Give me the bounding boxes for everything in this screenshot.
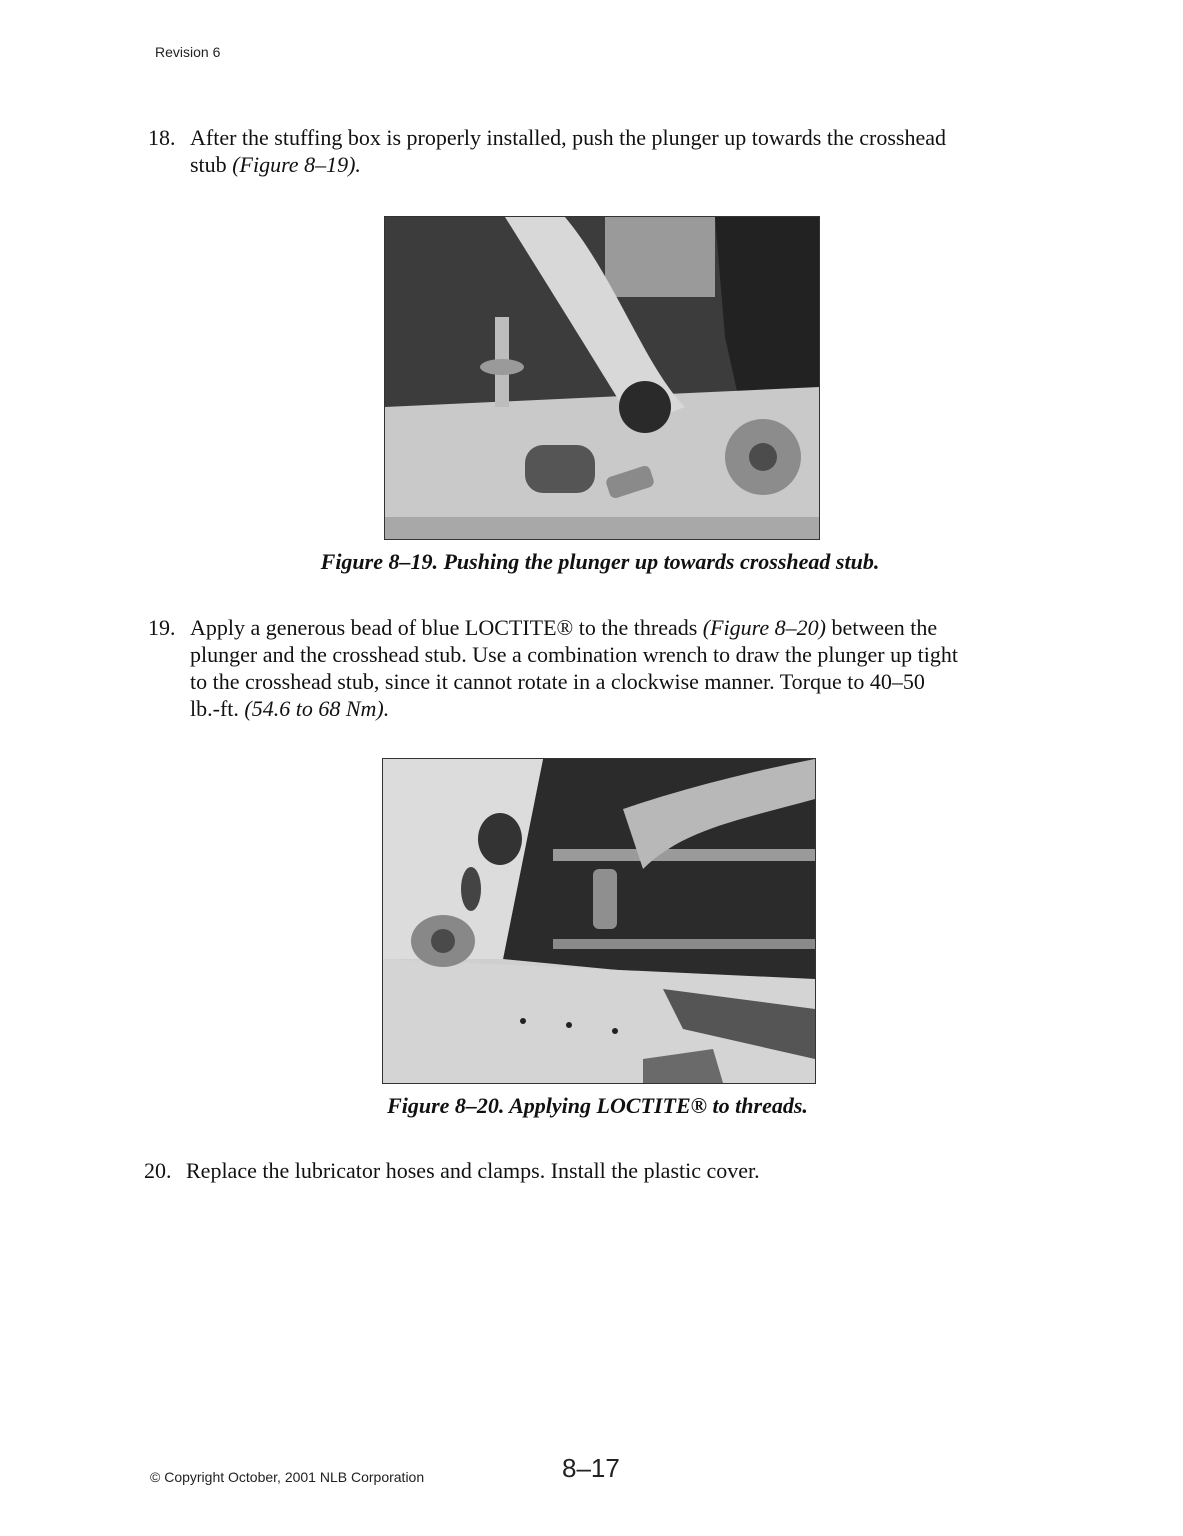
step-line: stub (Figure 8–19). xyxy=(190,152,361,177)
copyright-notice: © Copyright October, 2001 NLB Corporation xyxy=(150,1469,425,1485)
step-number: 18. xyxy=(148,125,176,150)
step-line: Replace the lubricator hoses and clamps. Install the plastic cover. xyxy=(186,1158,760,1183)
step-line: plunger and the crosshead stub. Use a combination wrench to draw the plunger up tight xyxy=(190,642,958,667)
step-number: 19. xyxy=(148,615,176,640)
step-line: to the crosshead stub, since it cannot rotate in a clockwise manner. Torque to 40–50 xyxy=(190,669,925,694)
figure-8-20-caption: Figure 8–20. Applying LOCTITE® to threads. xyxy=(387,1093,808,1118)
figure-8-20-photo xyxy=(382,758,816,1084)
step-20 xyxy=(144,1157,1044,1185)
step-18 xyxy=(148,124,1048,180)
figure-8-19-caption: Figure 8–19. Pushing the plunger up towards crosshead stub. xyxy=(320,549,880,574)
step-line: Apply a generous bead of blue LOCTITE® to the threads (Figure 8–20) between the xyxy=(190,615,938,640)
step-line: After the stuffing box is properly installed, push the plunger up towards the crosshead xyxy=(190,125,946,150)
step-19 xyxy=(148,614,1058,724)
step-line: lb.-ft. (54.6 to 68 Nm). xyxy=(190,696,390,721)
figure-8-19-photo xyxy=(384,216,820,540)
revision-label: Revision 6 xyxy=(155,44,221,60)
loctite-photo-icon xyxy=(383,759,815,1083)
plunger-photo-icon xyxy=(385,217,819,539)
step-number: 20. xyxy=(144,1158,172,1183)
page-number: 8–17 xyxy=(562,1453,620,1483)
